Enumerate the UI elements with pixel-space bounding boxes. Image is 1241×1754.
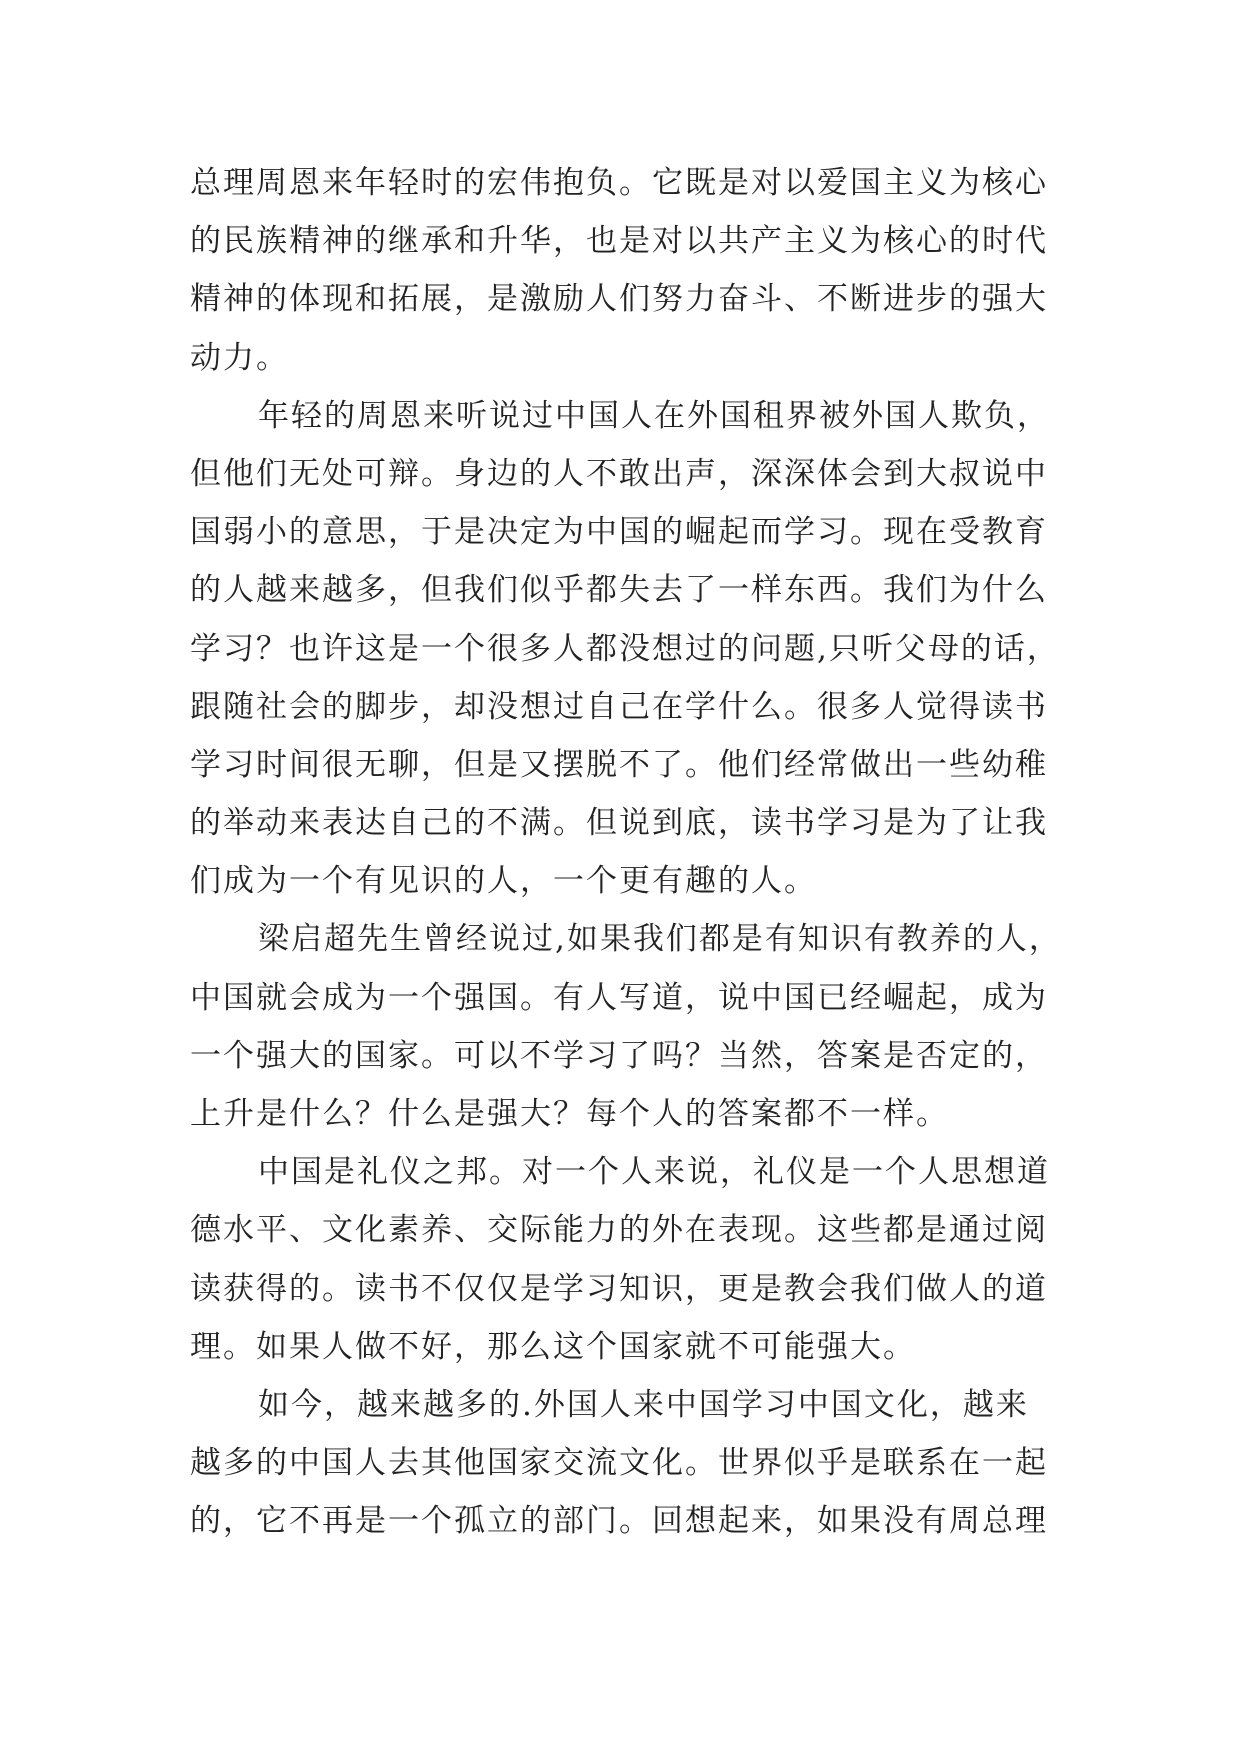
text-line: 学习时间很无聊，但是又摆脱不了。他们经常做出一些幼稚: [190, 746, 1048, 783]
text-line: 动力。: [190, 339, 289, 376]
text-line: 的人越来越多，但我们似乎都失去了一样东西。我们为什么: [190, 572, 1048, 609]
text-line: 的民族精神的继承和升华，也是对以共产主义为核心的时代: [190, 223, 1048, 260]
text-line: 跟随社会的脚步，却没想过自己在学什么。很多人觉得读书: [190, 688, 1048, 725]
text-line: 学习？也许这是一个很多人都没想过的问题,只听父母的话，: [190, 630, 1060, 667]
text-line: 的，它不再是一个孤立的部门。回想起来，如果没有周总理: [190, 1503, 1048, 1540]
paragraph-start-line: 年轻的周恩来听说过中国人在外国租界被外国人欺负，: [258, 397, 1050, 434]
text-line: 一个强大的国家。可以不学习了吗？当然，答案是否定的，: [190, 1037, 1048, 1074]
body-text: [190, 154, 1062, 1551]
text-line: 读获得的。读书不仅仅是学习知识，更是教会我们做人的道: [190, 1270, 1048, 1307]
text-line: 越多的中国人去其他国家交流文化。世界似乎是联系在一起: [190, 1445, 1048, 1482]
text-line: 们成为一个有见识的人，一个更有趣的人。: [190, 863, 817, 900]
text-line: 精神的体现和拓展，是激励人们努力奋斗、不断进步的强大: [190, 281, 1048, 318]
paragraph-start-line: 梁启超先生曾经说过,如果我们都是有知识有教养的人，: [258, 921, 1062, 958]
text-line: 上升是什么？什么是强大？每个人的答案都不一样。: [190, 1096, 949, 1132]
text-line: 中国就会成为一个强国。有人写道，说中国已经崛起，成为: [190, 979, 1048, 1016]
text-line: 理。如果人做不好，那么这个国家就不可能强大。: [190, 1328, 916, 1365]
text-line: 但他们无处可辩。身边的人不敢出声，深深体会到大叔说中: [190, 455, 1048, 492]
text-line: 的举动来表达自己的不满。但说到底，读书学习是为了让我: [190, 805, 1048, 842]
text-line: 德水平、文化素养、交际能力的外在表现。这些都是通过阅: [190, 1212, 1048, 1249]
text-line: 总理周恩来年轻时的宏伟抱负。它既是对以爱国主义为核心: [190, 165, 1048, 201]
text-line: 国弱小的意思，于是决定为中国的崛起而学习。现在受教育: [190, 514, 1048, 551]
paragraph-start-line: 中国是礼仪之邦。对一个人来说，礼仪是一个人思想道: [258, 1154, 1050, 1191]
paragraph-start-line: 如今，越来越多的.外国人来中国学习中国文化，越来: [258, 1386, 1029, 1423]
